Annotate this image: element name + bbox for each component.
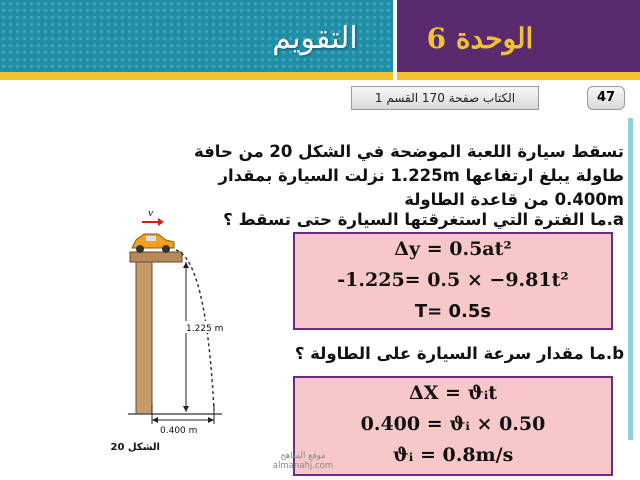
- table-top: [130, 252, 182, 262]
- page-number: 47: [587, 86, 625, 110]
- watermark: موقع المناهج almanahj.com: [272, 451, 334, 471]
- header-divider: [393, 0, 397, 80]
- figure-caption: الشكل 20: [110, 442, 160, 453]
- question-part-b: b.ما مقدار سرعة السيارة على الطاولة ؟: [294, 344, 624, 363]
- page-title: التقويم: [272, 21, 358, 56]
- velocity-arrowhead: [158, 218, 164, 226]
- header-gold-strip-right: [395, 72, 640, 80]
- book-reference: الكتاب صفحة 170 القسم 1: [351, 86, 539, 110]
- figure-illustration: [110, 200, 255, 460]
- answer-a-result: T= 0.5s: [414, 301, 492, 322]
- distance-label: 0.400 m: [160, 426, 198, 436]
- header-gold-strip-left: [0, 72, 395, 80]
- answer-a-equation-2: -1.225= 0.5 × −9.81t²: [337, 269, 569, 291]
- answer-b-result: ϑᵢ = 0.8m/s: [392, 444, 514, 466]
- side-accent-bar: [628, 118, 633, 440]
- figure-20: [110, 200, 255, 460]
- answer-b-equation-1: ΔX = ϑᵢt: [408, 382, 498, 404]
- toy-car: [132, 234, 174, 253]
- question-text: تسقط سيارة اللعبة الموضحة في الشكل 20 من حافة طاولة يبلغ ارتفاعها 1.225m نزلت السيارة بمقدار 0.400m من قاعدة الطاولة: [193, 142, 624, 209]
- answer-a-equation-1: Δy = 0.5at²: [394, 238, 512, 260]
- table-leg: [136, 262, 152, 414]
- height-label: 1.225 m: [186, 324, 224, 334]
- velocity-label: v: [148, 209, 154, 219]
- question-part-a: a.ما الفترة التي استغرقتها السيارة حتى تسقط ؟: [223, 210, 624, 229]
- answer-a-box: [293, 232, 613, 330]
- answer-b-equation-2: 0.400 = ϑᵢ × 0.50: [360, 413, 546, 435]
- unit-label: الوحدة 6: [426, 22, 534, 55]
